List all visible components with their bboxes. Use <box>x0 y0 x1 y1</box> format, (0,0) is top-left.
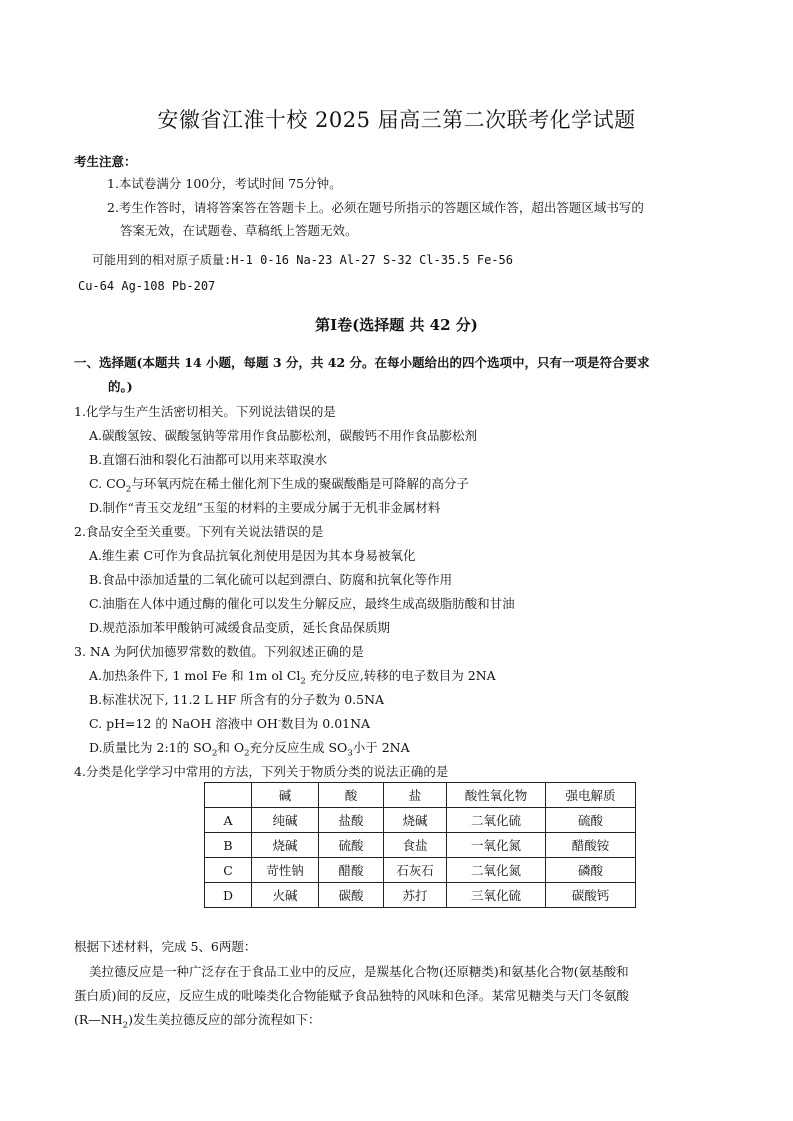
table-header-row <box>205 783 636 808</box>
option: A.加热条件下, 1 mol Fe 和 1m ol $Cl_2$ 充分反应,转移的电子数目为 2NA <box>89 668 496 687</box>
question-stem: 1.化学与生产生活密切相关。下列说法错误的是 <box>74 404 336 419</box>
table-cell: 食盐 <box>384 833 447 858</box>
table-header-cell: 酸 <box>319 783 384 808</box>
table-cell: 碳酸钙 <box>546 883 636 908</box>
question-stem: 2.食品安全至关重要。下列有关说法错误的是 <box>74 524 324 539</box>
option: D.制作“青玉交龙纽”玉玺的材料的主要成分属于无机非金属材料 <box>89 500 441 515</box>
part-instruction: 的。) <box>108 379 133 394</box>
table-cell: 二氧化硫 <box>447 808 546 833</box>
option: B.直馏石油和裂化石油都可以用来萃取溴水 <box>89 452 328 467</box>
table-cell: 烧碱 <box>252 833 319 858</box>
notice-heading: 考生注意： <box>74 154 137 169</box>
table-cell: 磷酸 <box>546 858 636 883</box>
table-header-cell: 酸性氧化物 <box>447 783 546 808</box>
option: B.标准状况下, 11.2 L HF 所含有的分子数为 0.5NA <box>89 692 385 707</box>
table-row <box>205 883 636 908</box>
classification-table <box>204 782 636 908</box>
table-row <box>205 833 636 858</box>
option: A.维生素 C可作为食品抗氧化剂使用是因为其本身易被氧化 <box>89 548 416 563</box>
notice-item: 1.本试卷满分 100分，考试时间 75分钟。 <box>107 176 342 191</box>
section-title: 第Ⅰ卷(选择题 共 42 分) <box>315 316 478 334</box>
table-row <box>205 808 636 833</box>
table-header-cell: 强电解质 <box>546 783 636 808</box>
material-paragraph: $(R—NH_2)$发生美拉德反应的部分流程如下： <box>74 1012 321 1031</box>
option: D.规范添加苯甲酸钠可减缓食品变质，延长食品保质期 <box>89 620 391 635</box>
table-cell: 硫酸 <box>319 833 384 858</box>
table-cell: 盐酸 <box>319 808 384 833</box>
atomic-mass-line: 可能用到的相对原子质量:H-1 0-16 Na-23 Al-27 S-32 Cl-35.5 Fe-56 <box>92 253 513 267</box>
material-paragraph: 美拉德反应是一种广泛存在于食品工业中的反应，是羰基化合物(还原糖类)和氨基化合物(氨基酸和 <box>89 964 629 979</box>
table-cell: 苏打 <box>384 883 447 908</box>
question-stem: 3. NA 为阿伏加德罗常数的数值。下列叙述正确的是 <box>74 644 364 659</box>
question-stem: 4.分类是化学学习中常用的方法，下列关于物质分类的说法正确的是 <box>74 764 449 779</box>
table-cell: 纯碱 <box>252 808 319 833</box>
page-title: 安徽省江淮十校 2025 届高三第二次联考化学试题 <box>157 108 636 132</box>
table-cell: 石灰石 <box>384 858 447 883</box>
table-cell: 一氧化氮 <box>447 833 546 858</box>
table-header-cell: 碱 <box>252 783 319 808</box>
table-cell: 醋酸铵 <box>546 833 636 858</box>
table-cell: 醋酸 <box>319 858 384 883</box>
table-cell: 烧碱 <box>384 808 447 833</box>
table-header-cell: 盐 <box>384 783 447 808</box>
table-row <box>205 858 636 883</box>
table-header-cell <box>205 783 252 808</box>
notice-item: 答案无效，在试题卷、草稿纸上答题无效。 <box>120 223 358 238</box>
material-intro: 根据下述材料，完成 5、6两题： <box>74 939 257 954</box>
table-cell: 二氧化氮 <box>447 858 546 883</box>
option: A.碳酸氢铵、碳酸氢钠等常用作食品膨松剂，碳酸钙不用作食品膨松剂 <box>89 428 478 443</box>
table-cell: 三氧化硫 <box>447 883 546 908</box>
table-cell: 火碱 <box>252 883 319 908</box>
option: B.食品中添加适量的二氧化硫可以起到漂白、防腐和抗氧化等作用 <box>89 572 453 587</box>
option: D.质量比为 2:1的 $SO_2$和 $O_2$充分反应生成 $SO_3$小于 2NA <box>89 740 410 759</box>
material-paragraph: 蛋白质)间的反应，反应生成的吡嗪类化合物能赋予食品独特的风味和色泽。某常见糖类与天门冬氨酸 <box>74 988 629 1003</box>
part-instruction: 一、选择题(本题共 14 小题，每题 3 分，共 42 分。在每小题给出的四个选项中，只有一项是符合要求 <box>74 355 650 370</box>
table-cell: C <box>205 858 252 883</box>
option: C.油脂在人体中通过酶的催化可以发生分解反应，最终生成高级脂肪酸和甘油 <box>89 596 515 611</box>
atomic-mass-line: Cu-64 Ag-108 Pb-207 <box>78 279 216 293</box>
table-cell: A <box>205 808 252 833</box>
table-cell: 苛性钠 <box>252 858 319 883</box>
option: C. $CO_2$与环氧丙烷在稀土催化剂下生成的聚碳酸酯是可降解的高分子 <box>89 476 469 495</box>
table-cell: B <box>205 833 252 858</box>
table-cell: 碳酸 <box>319 883 384 908</box>
notice-item: 2.考生作答时，请将答案答在答题卡上。必须在题号所指示的答题区域作答，超出答题区域书写的 <box>107 200 644 215</box>
table-cell: 硫酸 <box>546 808 636 833</box>
option: C. pH=12 的 NaOH 溶液中 OH-数目为 0.01NA <box>89 715 371 731</box>
table-cell: D <box>205 883 252 908</box>
